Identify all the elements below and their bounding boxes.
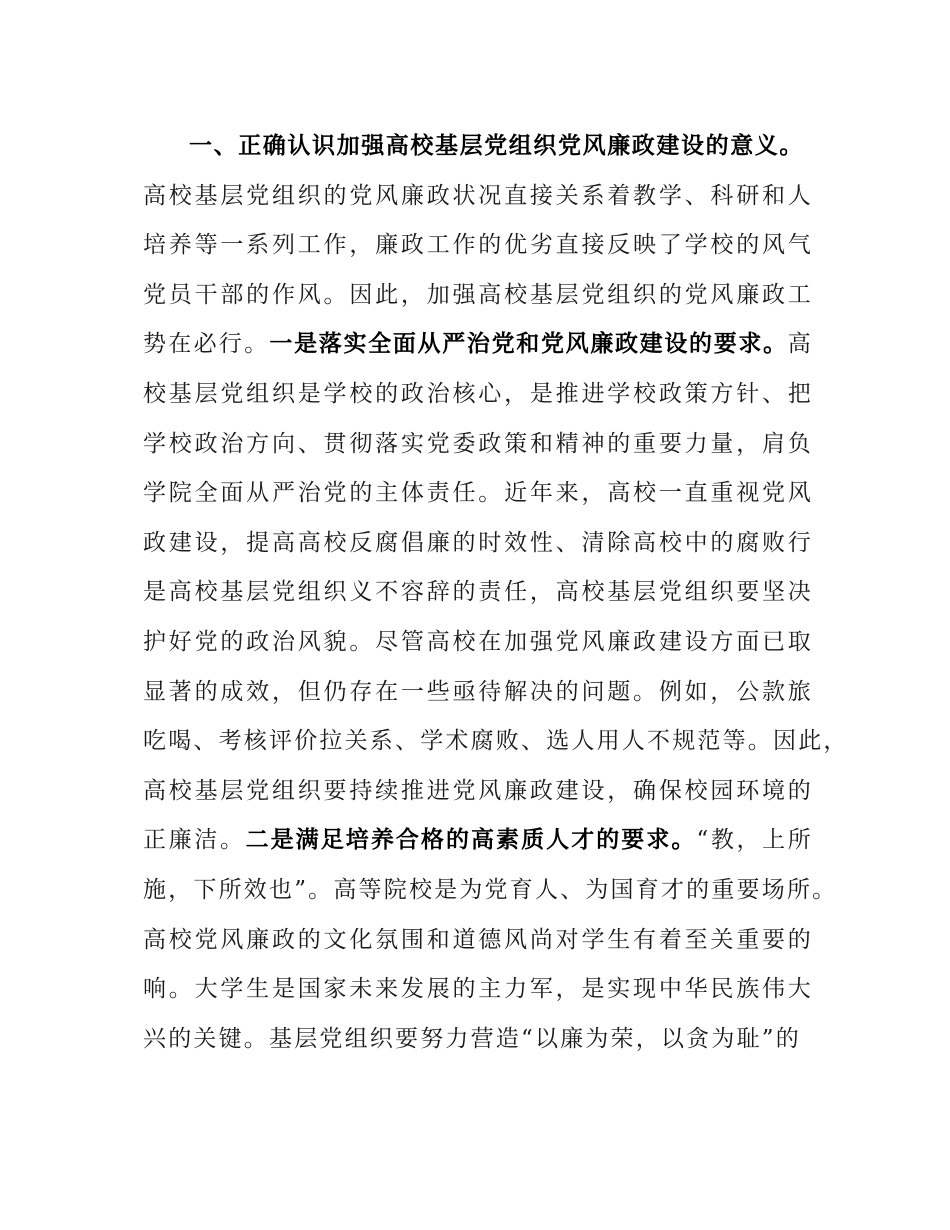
body-text-segment: 吃喝、考核评价拉关系、学术腐败、选人用人不规范等。因此， <box>143 728 849 755</box>
text-line <box>143 469 813 519</box>
bold-text: 一、正确认识加强高校基层党组织党风廉政建设的意义。 <box>189 133 804 159</box>
body-text <box>143 122 849 1064</box>
body-text-segment: 高 <box>787 331 813 358</box>
body-text-segment: 高校党风廉政的文化氛围和道德风尚对学生有着至关重要的 <box>143 926 813 953</box>
text-line <box>143 271 813 321</box>
text-line <box>143 568 813 618</box>
body-text-segment: 党员干部的作风。因此，加强高校基层党组织的党风廉政工 <box>143 281 813 308</box>
body-text-segment: 学院全面从严治党的主体责任。近年来，高校一直重视党风 <box>143 480 813 507</box>
text-line <box>143 668 813 718</box>
body-text-segment: 培养等一系列工作，廉政工作的优劣直接反映了学校的风气 <box>143 232 813 259</box>
body-text-segment: 高校基层党组织要持续推进党风廉政建设，确保校园环境的 <box>143 777 813 804</box>
body-text-segment: 显著的成效，但仍存在一些亟待解决的问题。例如，公款旅 <box>143 678 813 705</box>
body-text-segment: 高校基层党组织的党风廉政状况直接关系着教学、科研和人 <box>143 182 813 209</box>
bold-text: 一是落实全面从严治党和党风廉政建设的要求。 <box>269 331 788 358</box>
text-line <box>143 172 813 222</box>
body-text-segment: 施，下所效也”。高等院校是为党育人、为国育才的重要场所。 <box>143 876 838 903</box>
body-text-segment: 政建设，提高高校反腐倡廉的时效性、清除高校中的腐败行 <box>143 529 813 556</box>
text-line <box>143 370 813 420</box>
body-text-segment: 护好党的政治风貌。尽管高校在加强党风廉政建设方面已取 <box>143 628 813 655</box>
text-line <box>143 618 813 668</box>
body-text-segment: 响。大学生是国家未来发展的主力军，是实现中华民族伟大 <box>143 976 813 1003</box>
text-line <box>143 717 849 767</box>
text-line <box>143 1015 813 1065</box>
body-text-segment: “教，上所 <box>696 827 813 854</box>
text-line <box>143 320 813 370</box>
text-line <box>143 916 813 966</box>
body-text-segment: 学校政治方向、贯彻落实党委政策和精神的重要力量，肩负 <box>143 430 813 457</box>
text-line <box>143 816 813 866</box>
section-heading <box>143 122 813 172</box>
text-line <box>143 519 813 569</box>
bold-text: 二是满足培养合格的高素质人才的要求。 <box>245 827 697 854</box>
body-text-segment: 正廉洁。 <box>143 827 246 854</box>
text-line <box>143 221 813 271</box>
body-text-segment: 兴的关键。基层党组织要努力营造“以廉为荣，以贪为耻”的 <box>143 1025 801 1052</box>
text-line <box>143 965 813 1015</box>
text-line <box>143 767 813 817</box>
body-text-segment: 是高校基层党组织义不容辞的责任，高校基层党组织要坚决 <box>143 579 813 606</box>
text-line <box>143 866 838 916</box>
body-text-segment: 校基层党组织是学校的政治核心，是推进学校政策方针、把 <box>143 380 813 407</box>
text-line <box>143 420 813 470</box>
body-text-segment: 势在必行。 <box>143 331 270 358</box>
